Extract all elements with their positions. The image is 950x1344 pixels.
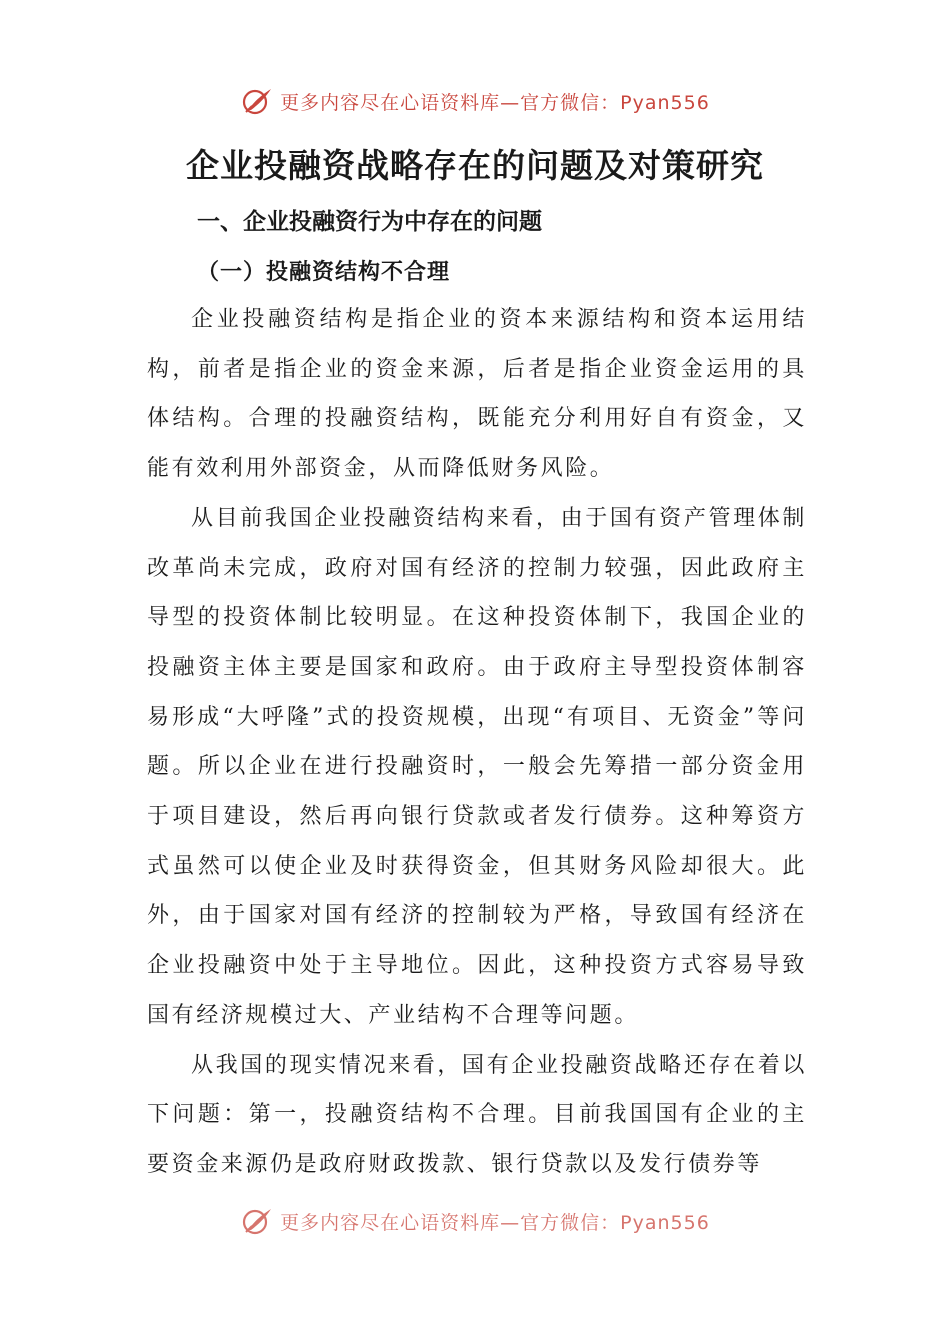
- section-heading: 一、企业投融资行为中存在的问题: [197, 209, 542, 235]
- paragraph: 从目前我国企业投融资结构来看，由于国有资产管理体制改革尚未完成，政府对国有经济的控制力较强，因此政府主导型的投资体制比较明显。在这种投资体制下，我国企业的投融资主体主要是国家和政府。由于政府主导型投资体制容易形成“大呼隆”式的投资规模，出现“有项目、无资金”等问题。所以企业在进行投融资时，一般会先筹措一部分资金用于项目建设，然后再向银行贷款或者发行债券。这种筹资方式虽然可以使企业及时获得资金，但其财务风险却很大。此外，由于国家对国有经济的控制较为严格，导致国有经济在企业投融资中处于主导地位。因此，这种投资方式容易导致国有经济规模过大、产业结构不合理等问题。: [147, 505, 807, 1028]
- watermark-header: [0, 86, 950, 116]
- paragraph: 企业投融资结构是指企业的资本来源结构和资本运用结构，前者是指企业的资金来源，后者是指企业资金运用的具体结构。合理的投融资结构，既能充分利用好自有资金，又能有效利用外部资金，从而降低财务风险。: [147, 307, 807, 482]
- quill-logo-icon: [240, 86, 274, 116]
- document-body: [147, 295, 807, 1190]
- document-title: 企业投融资战略存在的问题及对策研究: [186, 146, 764, 185]
- watermark-footer: [0, 1206, 950, 1236]
- watermark-text: 更多内容尽在心语资料库—官方微信：Pyan556: [280, 1211, 710, 1234]
- subsection-heading: （一）投融资结构不合理: [197, 259, 451, 285]
- watermark-text: 更多内容尽在心语资料库—官方微信：Pyan556: [280, 91, 710, 114]
- paragraph: 从我国的现实情况来看，国有企业投融资战略还存在着以下问题：第一，投融资结构不合理。目前我国国有企业的主要资金来源仍是政府财政拨款、银行贷款以及发行债券等: [147, 1052, 807, 1177]
- quill-logo-icon: [240, 1206, 274, 1236]
